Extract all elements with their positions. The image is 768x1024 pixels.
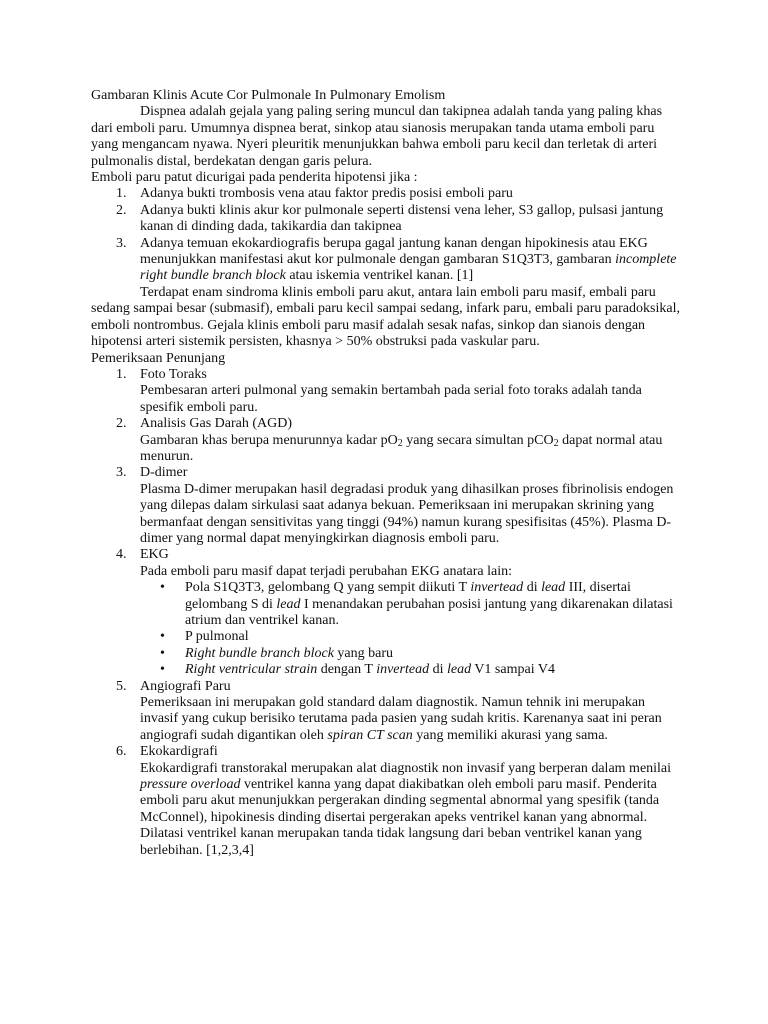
exam-item-angiografi: [91, 679, 681, 745]
bullet-text: III, disertai gelombang S di: [185, 580, 631, 612]
exam-list: [91, 367, 681, 859]
exam-title: Foto Toraks: [140, 366, 207, 382]
exam-body: Pembesaran arteri pulmonal yang semakin bertambah pada serial foto toraks adalah tanda spesifik emboli paru.: [140, 383, 642, 415]
list-item: [91, 236, 681, 285]
ekg-bullet-list: [140, 580, 681, 678]
suspect-line: Emboli paru patut dicurigai pada penderita hipotensi jika :: [91, 170, 418, 186]
list-item-text: Adanya temuan ekokardiografis berupa gagal jantung kanan dengan hipokinesis atau EKG menunjukkan manifestasi akut kor pulmonale dengan gambaran S1Q3T3, gambaran: [140, 235, 648, 268]
exam-body-text: yang memiliki akurasi yang sama.: [412, 727, 608, 743]
exam-item-ekg: [91, 547, 681, 678]
bullet-text: I menandakan perubahan posisi jantung yang dikarenakan dilatasi atrium dan ventrikel kanan.: [185, 596, 673, 628]
list-item-text: Adanya bukti klinis akur kor pulmonale seperti distensi vena leher, S3 gallop, pulsasi jantung kanan di dinding dada, takikardia dan takipnea: [140, 202, 664, 235]
exam-title: Angiografi Paru: [140, 678, 231, 694]
exam-title: Analisis Gas Darah (AGD): [140, 416, 293, 432]
bullet-icon: •: [160, 645, 165, 661]
subscript: 2: [553, 437, 559, 449]
list-number: 5.: [116, 678, 127, 694]
bullet-italic: Right ventricular strain: [185, 662, 318, 678]
exam-body: Plasma D-dimer merupakan hasil degradasi produk yang dihasilkan proses fibrinolisis endogen yang dilepas dalam sirkulasi saat adanya bekuan. Pemeriksaan ini merupakan skrining yang bermanfaat dengan sensitivitas yang tinggi (94%) namun kurang spesifisitas (45%). Plasma D-dimer yang normal dapat menyingkirkan diagnosis emboli paru.: [140, 481, 674, 546]
exam-item-foto-toraks: [91, 367, 681, 416]
exam-title: Ekokardigrafi: [140, 744, 218, 760]
document-title: Gambaran Klinis Acute Cor Pulmonale In Pulmonary Emolism: [91, 88, 446, 103]
bullet-text: di: [523, 580, 542, 596]
list-number: 3.: [116, 235, 127, 251]
exam-item-agd: [91, 416, 681, 465]
criteria-list: [91, 186, 681, 284]
section-heading: Pemeriksaan Penunjang: [91, 350, 226, 366]
bullet-text: V1 sampai V4: [471, 662, 555, 678]
bullet-item: [140, 629, 681, 645]
list-number: 2.: [116, 202, 127, 218]
exam-body: [140, 433, 681, 466]
list-number: 4.: [116, 547, 127, 563]
list-number: 3.: [116, 465, 127, 481]
list-number: 1.: [116, 186, 127, 202]
exam-body: Pada emboli paru masif dapat terjadi perubahan EKG anatara lain:: [140, 563, 513, 579]
bullet-item: [140, 662, 681, 678]
syndrome-paragraph: Terdapat enam sindroma klinis emboli paru akut, antara lain emboli paru masif, embali paru sedang sampai besar (submasif), embali paru kecil sampai sedang, infark paru, embali paru paradoksikal, emboli nontrombus. Gejala klinis emboli paru masif adalah sesak nafas, sinkop dan sianois dengan hipotensi arteri sistemik persisten, khasnya > 50% obstruksi pada vaskular paru.: [91, 284, 680, 350]
bullet-italic: lead: [541, 580, 566, 596]
list-item-text: Adanya bukti trombosis vena atau faktor predis posisi emboli paru: [140, 186, 513, 202]
bullet-text: Pola S1Q3T3, gelombang Q yang sempit diikuti T: [185, 580, 471, 596]
exam-body: [140, 695, 681, 744]
exam-body-text: dapat normal atau menurun.: [140, 432, 663, 464]
bullet-icon: •: [160, 629, 165, 645]
list-number: 2.: [116, 416, 127, 432]
bullet-icon: •: [160, 580, 165, 596]
exam-body-italic: spiran CT scan: [327, 727, 413, 743]
exam-item-ddimer: [91, 465, 681, 547]
exam-body-text: ventrikel kanna yang dapat diakibatkan oleh emboli paru masif. Penderita emboli paru akut menunjukkan pergerakan dinding segmental abnormal yang spesifik (tanda McConnel), hipokinesis dinding disertai pergerakan apeks ventrikel kanan yang abnormal. Dilatasi ventrikel kanan merupakan tanda tidak langsung dari beban ventrikel kanan yang berlebihan. [1,2,3,4]: [140, 777, 660, 858]
bullet-italic: invertead: [470, 580, 524, 596]
bullet-text: dengan T: [317, 662, 377, 678]
bullet-icon: •: [160, 662, 165, 678]
list-number: 1.: [116, 366, 127, 382]
list-item-text: atau iskemia ventrikel kanan. [1]: [285, 268, 474, 284]
list-item-italic: incomplete right bundle branch block: [140, 252, 677, 284]
bullet-item: [140, 646, 681, 662]
exam-body-text: Gambaran khas berupa menurunnya kadar pO: [140, 432, 398, 448]
intro-paragraph: Dispnea adalah gejala yang paling sering muncul dan takipnea adalah tanda yang paling khas dari emboli paru. Umumnya dispnea berat, sinkop atau sianosis merupakan tanda utama emboli paru yang mengancam nyawa. Nyeri pleuritik menunjukkan bahwa emboli paru kecil dan terletak di arteri pulmonalis distal, berdekatan dengan garis pelura.: [91, 104, 663, 169]
bullet-text: P pulmonal: [185, 629, 249, 645]
exam-body-text: Ekokardigrafi transtorakal merupakan alat diagnostik non invasif yang berperan dalam menilai: [140, 760, 672, 776]
document-body: [91, 88, 681, 859]
bullet-italic: Right bundle branch block: [185, 645, 334, 661]
exam-body-text: Pemeriksaan ini merupakan gold standard dalam diagnostik. Namun tehnik ini merupakan invasif yang cukup berisiko terutama pada pasien yang sudah kritis. Karenanya saat ini peran angiografi sudah digantikan oleh: [140, 695, 662, 743]
bullet-italic: lead: [446, 662, 472, 678]
exam-body: [140, 761, 681, 859]
list-item: [91, 203, 681, 236]
list-item: [91, 186, 681, 202]
bullet-italic: lead: [276, 596, 301, 612]
bullet-item: [140, 580, 681, 629]
list-number: 6.: [116, 744, 127, 760]
bullet-italic: invertead: [376, 662, 430, 678]
exam-item-ekokardigrafi: [91, 744, 681, 859]
exam-title: D-dimer: [140, 465, 188, 481]
exam-title: EKG: [140, 547, 169, 563]
exam-body-italic: pressure overload: [140, 777, 241, 793]
exam-body-text: yang secara simultan pCO: [402, 432, 554, 448]
bullet-text: di: [429, 662, 447, 678]
bullet-text: yang baru: [333, 645, 394, 661]
subscript: 2: [397, 437, 403, 449]
